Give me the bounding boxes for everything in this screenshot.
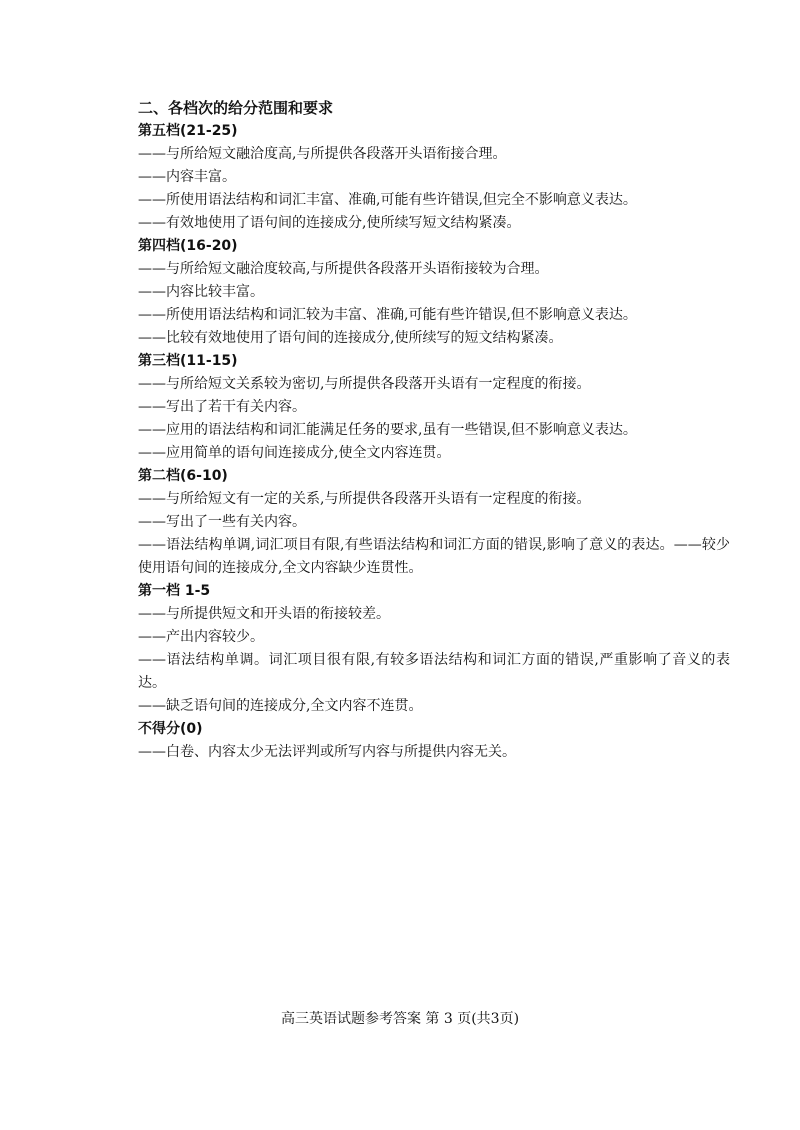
level-title: 第一档 1-5 bbox=[138, 583, 211, 599]
criterion-line: ——所使用语法结构和词汇丰富、准确,可能有些许错误,但完全不影响意义表达。 bbox=[138, 192, 637, 208]
level-title: 第五档(21-25) bbox=[138, 123, 238, 139]
level-title: 不得分(0) bbox=[138, 721, 203, 737]
level-block-2 bbox=[138, 465, 730, 580]
criterion-line: ——写出了若干有关内容。 bbox=[138, 399, 306, 415]
criterion-paragraph: ——语法结构单调。词汇项目很有限,有较多语法结构和词汇方面的错误,严重影响了音义的表达。 bbox=[138, 652, 730, 691]
criterion-line: ——写出了一些有关内容。 bbox=[138, 514, 306, 530]
criterion-line: ——应用的语法结构和词汇能满足任务的要求,虽有一些错误,但不影响意义表达。 bbox=[138, 422, 637, 438]
criterion-line: ——与所给短文融洽度高,与所提供各段落开头语衔接合理。 bbox=[138, 146, 507, 162]
criterion-line: ——产出内容较少。 bbox=[138, 629, 264, 645]
criterion-line: ——缺乏语句间的连接成分,全文内容不连贯。 bbox=[138, 698, 423, 714]
section-title: 二、各档次的给分范围和要求 bbox=[138, 99, 334, 117]
scoring-criteria bbox=[138, 97, 730, 764]
level-title: 第四档(16-20) bbox=[138, 238, 238, 254]
level-block-5 bbox=[138, 120, 730, 235]
page-footer: 高三英语试题参考答案 第 3 页(共3页) bbox=[280, 1011, 520, 1027]
criterion-line: ——应用简单的语句间连接成分,使全文内容连贯。 bbox=[138, 445, 451, 461]
criterion-line: ——所使用语法结构和词汇较为丰富、准确,可能有些许错误,但不影响意义表达。 bbox=[138, 307, 637, 323]
criterion-line: ——有效地使用了语句间的连接成分,使所续写短文结构紧凑。 bbox=[138, 215, 521, 231]
level-block-3 bbox=[138, 350, 730, 465]
criterion-line: ——与所给短文融洽度较高,与所提供各段落开头语衔接较为合理。 bbox=[138, 261, 549, 277]
level-title: 第二档(6-10) bbox=[138, 468, 228, 484]
criterion-line: ——与所给短文有一定的关系,与所提供各段落开头语有一定程度的衔接。 bbox=[138, 491, 591, 507]
criterion-line: ——内容比较丰富。 bbox=[138, 284, 264, 300]
level-block-0 bbox=[138, 718, 730, 764]
criterion-line: ——内容丰富。 bbox=[138, 169, 236, 185]
criterion-paragraph: ——语法结构单调,词汇项目有限,有些语法结构和词汇方面的错误,影响了意义的表达。——较少使用语句间的连接成分,全文内容缺少连贯性。 bbox=[138, 537, 730, 576]
level-title: 第三档(11-15) bbox=[138, 353, 238, 369]
level-block-1 bbox=[138, 580, 730, 718]
criterion-line: ——比较有效地使用了语句间的连接成分,使所续写的短文结构紧凑。 bbox=[138, 330, 563, 346]
criterion-line: ——与所提供短文和开头语的衔接较差。 bbox=[138, 606, 390, 622]
criterion-line: ——与所给短文关系较为密切,与所提供各段落开头语有一定程度的衔接。 bbox=[138, 376, 591, 392]
level-block-4 bbox=[138, 235, 730, 350]
criterion-line: ——白卷、内容太少无法评判或所写内容与所提供内容无关。 bbox=[138, 744, 516, 760]
